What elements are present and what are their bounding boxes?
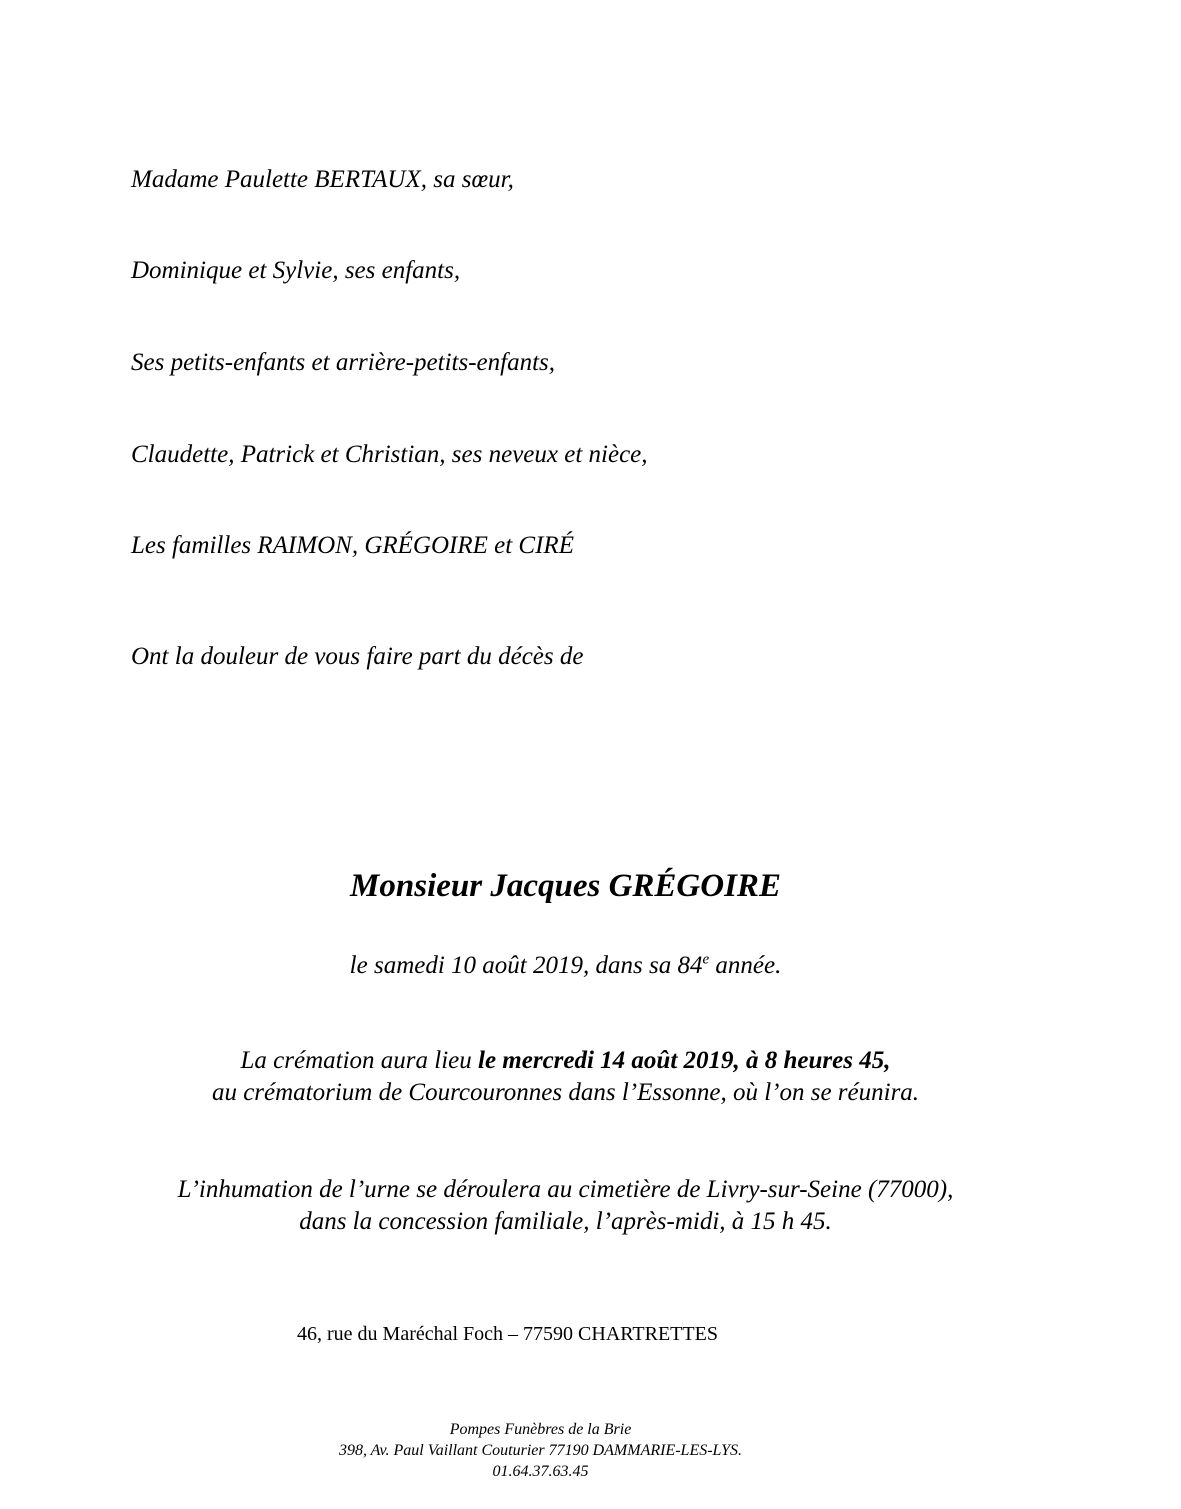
family-line-nephews: Claudette, Patrick et Christian, ses neveux et nièce, [131,441,648,468]
funeral-home-name: Pompes Funèbres de la Brie [449,1421,632,1438]
funeral-home-phone: 01.64.37.63.45 [492,1463,589,1480]
cremation-date: le mercredi 14 août 2019, à 8 heures 45, [478,1047,891,1074]
burial-line-1: L’inhumation de l’urne se déroulera au cimetière de Livry-sur-Seine (77000), [177,1176,954,1203]
family-line-children: Dominique et Sylvie, ses enfants, [131,257,461,284]
announcement-text: Ont la douleur de vous faire part du décès de [131,643,584,670]
burial-line-2: dans la concession familiale, l’après-midi, à 15 h 45. [299,1208,832,1235]
family-address: 46, rue du Maréchal Foch – 77590 CHARTRETTES [297,1323,718,1345]
funeral-home-address: 398, Av. Paul Vaillant Couturier 77190 DAMMARIE-LES-LYS. [338,1442,743,1459]
cremation-line-1 [0,1045,1156,1077]
family-line-grandchildren: Ses petits-enfants et arrière-petits-enfants, [131,349,555,376]
cremation-intro: La crémation aura lieu [240,1047,478,1074]
death-date-tail: année. [709,952,782,979]
ordinal-suffix: e [702,951,710,968]
death-date-text: le samedi 10 août 2019, dans sa 84 [349,952,703,979]
family-line-families: Les familles RAIMON, GRÉGOIRE et CIRÉ [131,532,574,559]
death-date [0,950,1156,982]
family-line-sister: Madame Paulette BERTAUX, sa sœur, [131,166,514,193]
cremation-line-2: au crématorium de Courcouronnes dans l’Essonne, où l’on se réunira. [211,1079,920,1106]
deceased-name: Monsieur Jacques GRÉGOIRE [350,868,781,904]
